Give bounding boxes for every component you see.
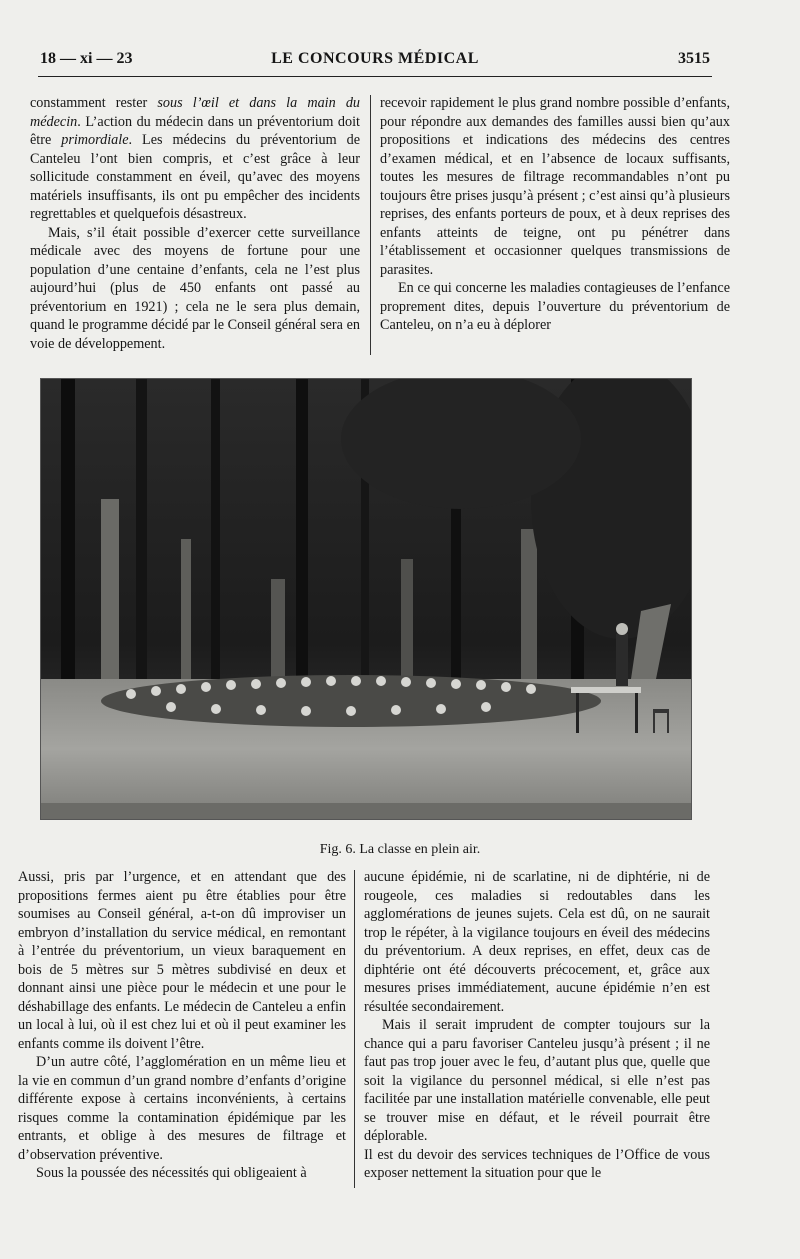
paragraph: Mais, s’il était possible d’exercer cette surveillance médicale avec des moyens de fortune pour une population d’une centaine d’enfants, cela ne l’est plus aujourd’hui (plus de 450 enfants ont passé au préventorium en 1921) ; cela ne le sera plus demain, quand le programme décidé par le Conseil général sera en voie de développement. <box>30 224 360 352</box>
paragraph: Il est du devoir des services techniques de l’Office de vous exposer nettement la situation pour que le <box>364 1146 710 1181</box>
column-divider <box>354 870 355 1188</box>
column-bottom-right <box>364 868 710 1183</box>
emphasis: primordiale <box>61 132 129 148</box>
paragraph: En ce qui concerne les maladies contagieuses de l’enfance proprement dites, depuis l’ouverture du préventorium de Canteleu, on n’a eu à déplorer <box>380 280 730 333</box>
paragraph: recevoir rapidement le plus grand nombre possible d’enfants, pour répondre aux demandes des familles aussi bien qu’aux propositions et indications des médecins des centres d’examen médical, et en l’absence de locaux suffisants, toutes les mesures de filtrage recommandables n’ont pu toujours être prises jusqu’à présent ; c’est ainsi qu’à plusieurs reprises, des enfants porteurs de poux, et à deux reprises des enfants atteints de teigne, ont pu pénétrer dans l’établissement et occasionner quelques transmissions de parasites. <box>380 95 730 278</box>
running-header <box>38 50 712 77</box>
paragraph: constamment rester sous l’œil et dans la main du médecin. L’action du médecin dans un préventorium doit être primordiale. Les médecins du préventorium de Canteleu l’ont bien compris, et c’est grâce à leur sollicitude constamment en éveil, qu’avec des moyens matériels insuffisants, ils ont pu empêcher des incidents regrettables et quelquefois désastreux. <box>30 95 361 222</box>
header-date: 18 — xi — 23 <box>40 50 133 67</box>
column-divider <box>370 95 371 355</box>
paragraph: aucune épidémie, ni de scarlatine, ni de diphtérie, ni de rougeole, ces maladies si redoutables dans les agglomérations de jeunes sujets. Cela est dû, on ne saurait trop le répéter, à la vigilance toujours en éveil des médecins du préventorium. A deux reprises, en effet, deux cas de diphtérie ont été découverts précocement, et, grâce aux mesures prises immédiatement, aucune épidémie n’en est résultée secondairement. <box>364 869 710 1015</box>
journal-title: LE CONCOURS MÉDICAL <box>271 50 479 67</box>
column-top-left <box>30 94 360 353</box>
paragraph: Mais il serait imprudent de compter toujours sur la chance qui a paru favoriser Canteleu jusqu’à présent ; il ne faut pas trop jouer avec le feu, d’autant plus que, quelle que soit la vigilance du personnel médical, si elle n’est pas facilitée par une installation matérielle convenable, elle peut se trouver mise en défaut, et le réveil pourrait être déplorable. <box>364 1017 710 1144</box>
page-number: 3515 <box>678 50 710 67</box>
column-top-right <box>380 94 730 335</box>
column-bottom-left <box>18 868 346 1183</box>
photograph-outdoor-class <box>40 378 692 820</box>
paragraph: D’un autre côté, l’agglomération en un même lieu et la vie en commun d’un grand nombre d’enfants d’origine différente expose à certains inconvénients, à certains risques comme la contamination épidémique par les entrants, et oblige à des mesures de filtrage et d’observation préventive. <box>18 1054 346 1163</box>
paragraph: Aussi, pris par l’urgence, et en attendant que des propositions fermes aient pu être établies pour être soumises au Conseil général, a-t-on dû improviser un embryon d’installation du service médical, en remontant à l’entrée du préventorium, un vieux baraquement en bois de 5 mètres sur 5 mètres subdivisé en deux et donnant ainsi une pièce pour le médecin et une pour le déshabillage des enfants. Le médecin de Canteleu a enfin un local à lui, où il est chez lui et où il peut examiner les enfants comme ils doivent l’être. <box>18 869 346 1052</box>
emphasis: sous l’œil et dans la main du médecin <box>30 95 361 130</box>
figure-caption: Fig. 6. La classe en plein air. <box>319 842 481 857</box>
paragraph: Sous la poussée des nécessités qui obligeaient à <box>36 1165 307 1181</box>
photograph-illustration <box>41 379 691 819</box>
